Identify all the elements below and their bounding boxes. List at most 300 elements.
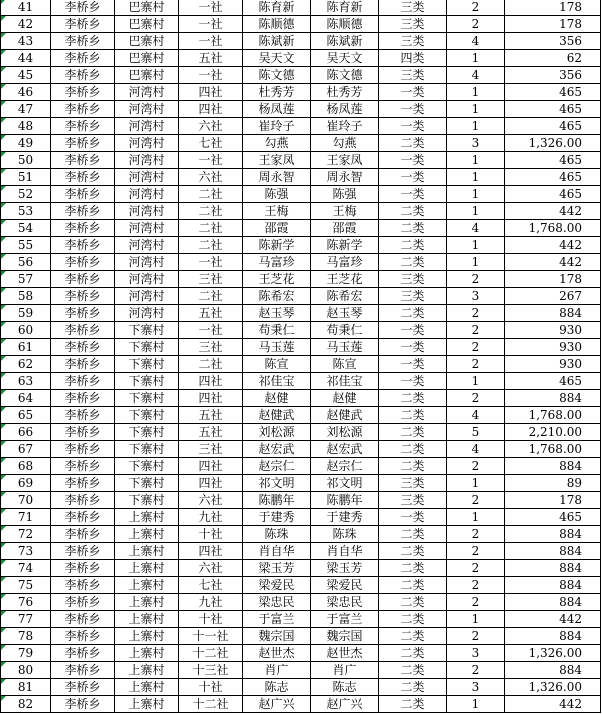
village-cell[interactable]: 河湾村 bbox=[115, 84, 179, 101]
township-cell[interactable]: 李桥乡 bbox=[51, 424, 115, 441]
applicant-cell[interactable]: 勾燕 bbox=[243, 135, 311, 152]
table-row[interactable] bbox=[1, 271, 601, 288]
group-cell[interactable]: 一社 bbox=[179, 67, 243, 84]
group-cell[interactable]: 一社 bbox=[179, 322, 243, 339]
amount-cell[interactable]: 465 bbox=[505, 169, 601, 186]
recipient-cell[interactable]: 肖自华 bbox=[311, 543, 379, 560]
row-number-cell[interactable]: 78 bbox=[1, 628, 51, 645]
row-number-cell[interactable]: 76 bbox=[1, 594, 51, 611]
amount-cell[interactable]: 884 bbox=[505, 560, 601, 577]
table-row[interactable] bbox=[1, 254, 601, 271]
group-cell[interactable]: 二社 bbox=[179, 356, 243, 373]
applicant-cell[interactable]: 崔玲子 bbox=[243, 118, 311, 135]
village-cell[interactable]: 上寨村 bbox=[115, 543, 179, 560]
village-cell[interactable]: 下寨村 bbox=[115, 322, 179, 339]
applicant-cell[interactable]: 陈育新 bbox=[243, 0, 311, 16]
recipient-cell[interactable]: 于富兰 bbox=[311, 611, 379, 628]
group-cell[interactable]: 四社 bbox=[179, 475, 243, 492]
category-cell[interactable]: 一类 bbox=[379, 186, 447, 203]
table-row[interactable] bbox=[1, 594, 601, 611]
applicant-cell[interactable]: 杜秀芳 bbox=[243, 84, 311, 101]
household-size-cell[interactable]: 2 bbox=[447, 339, 505, 356]
recipient-cell[interactable]: 肖广 bbox=[311, 662, 379, 679]
applicant-cell[interactable]: 赵宏武 bbox=[243, 441, 311, 458]
household-size-cell[interactable]: 2 bbox=[447, 594, 505, 611]
amount-cell[interactable]: 2,210.00 bbox=[505, 424, 601, 441]
applicant-cell[interactable]: 陈顺德 bbox=[243, 16, 311, 33]
amount-cell[interactable]: 884 bbox=[505, 305, 601, 322]
household-size-cell[interactable]: 1 bbox=[447, 101, 505, 118]
township-cell[interactable]: 李桥乡 bbox=[51, 560, 115, 577]
recipient-cell[interactable]: 崔玲子 bbox=[311, 118, 379, 135]
category-cell[interactable]: 二类 bbox=[379, 543, 447, 560]
village-cell[interactable]: 上寨村 bbox=[115, 662, 179, 679]
village-cell[interactable]: 下寨村 bbox=[115, 441, 179, 458]
household-size-cell[interactable]: 2 bbox=[447, 322, 505, 339]
group-cell[interactable]: 十二社 bbox=[179, 645, 243, 662]
category-cell[interactable]: 二类 bbox=[379, 662, 447, 679]
household-size-cell[interactable]: 1 bbox=[447, 373, 505, 390]
household-size-cell[interactable]: 4 bbox=[447, 220, 505, 237]
recipient-cell[interactable]: 陈强 bbox=[311, 186, 379, 203]
township-cell[interactable]: 李桥乡 bbox=[51, 16, 115, 33]
table-row[interactable] bbox=[1, 662, 601, 679]
row-number-cell[interactable]: 50 bbox=[1, 152, 51, 169]
group-cell[interactable]: 四社 bbox=[179, 373, 243, 390]
recipient-cell[interactable]: 陈新学 bbox=[311, 237, 379, 254]
village-cell[interactable]: 河湾村 bbox=[115, 135, 179, 152]
category-cell[interactable]: 一类 bbox=[379, 356, 447, 373]
amount-cell[interactable]: 1,326.00 bbox=[505, 679, 601, 696]
village-cell[interactable]: 上寨村 bbox=[115, 594, 179, 611]
table-row[interactable] bbox=[1, 152, 601, 169]
applicant-cell[interactable]: 周永智 bbox=[243, 169, 311, 186]
recipient-cell[interactable]: 赵广兴 bbox=[311, 696, 379, 713]
category-cell[interactable]: 一类 bbox=[379, 118, 447, 135]
row-number-cell[interactable]: 74 bbox=[1, 560, 51, 577]
applicant-cell[interactable]: 梁忠民 bbox=[243, 594, 311, 611]
recipient-cell[interactable]: 苟秉仁 bbox=[311, 322, 379, 339]
recipient-cell[interactable]: 陈顺德 bbox=[311, 16, 379, 33]
recipient-cell[interactable]: 祁文明 bbox=[311, 475, 379, 492]
applicant-cell[interactable]: 吴天文 bbox=[243, 50, 311, 67]
table-row[interactable] bbox=[1, 50, 601, 67]
household-size-cell[interactable]: 2 bbox=[447, 16, 505, 33]
category-cell[interactable]: 二类 bbox=[379, 696, 447, 713]
household-size-cell[interactable]: 1 bbox=[447, 203, 505, 220]
household-size-cell[interactable]: 4 bbox=[447, 33, 505, 50]
village-cell[interactable]: 河湾村 bbox=[115, 101, 179, 118]
recipient-cell[interactable]: 赵宏武 bbox=[311, 441, 379, 458]
amount-cell[interactable]: 178 bbox=[505, 0, 601, 16]
recipient-cell[interactable]: 赵健 bbox=[311, 390, 379, 407]
row-number-cell[interactable]: 49 bbox=[1, 135, 51, 152]
table-row[interactable] bbox=[1, 373, 601, 390]
household-size-cell[interactable]: 2 bbox=[447, 662, 505, 679]
village-cell[interactable]: 河湾村 bbox=[115, 305, 179, 322]
row-number-cell[interactable]: 65 bbox=[1, 407, 51, 424]
group-cell[interactable]: 五社 bbox=[179, 407, 243, 424]
amount-cell[interactable]: 465 bbox=[505, 84, 601, 101]
recipient-cell[interactable]: 祁佳宝 bbox=[311, 373, 379, 390]
household-size-cell[interactable]: 1 bbox=[447, 118, 505, 135]
group-cell[interactable]: 六社 bbox=[179, 118, 243, 135]
table-row[interactable] bbox=[1, 526, 601, 543]
township-cell[interactable]: 李桥乡 bbox=[51, 645, 115, 662]
row-number-cell[interactable]: 57 bbox=[1, 271, 51, 288]
table-row[interactable] bbox=[1, 628, 601, 645]
amount-cell[interactable]: 465 bbox=[505, 509, 601, 526]
applicant-cell[interactable]: 刘松源 bbox=[243, 424, 311, 441]
category-cell[interactable]: 二类 bbox=[379, 305, 447, 322]
amount-cell[interactable]: 884 bbox=[505, 662, 601, 679]
township-cell[interactable]: 李桥乡 bbox=[51, 492, 115, 509]
household-size-cell[interactable]: 1 bbox=[447, 509, 505, 526]
household-size-cell[interactable]: 1 bbox=[447, 169, 505, 186]
row-number-cell[interactable]: 48 bbox=[1, 118, 51, 135]
category-cell[interactable]: 二类 bbox=[379, 611, 447, 628]
category-cell[interactable]: 一类 bbox=[379, 509, 447, 526]
village-cell[interactable]: 河湾村 bbox=[115, 186, 179, 203]
category-cell[interactable]: 二类 bbox=[379, 526, 447, 543]
group-cell[interactable]: 二社 bbox=[179, 203, 243, 220]
category-cell[interactable]: 一类 bbox=[379, 339, 447, 356]
applicant-cell[interactable]: 马玉莲 bbox=[243, 339, 311, 356]
category-cell[interactable]: 二类 bbox=[379, 560, 447, 577]
group-cell[interactable]: 四社 bbox=[179, 543, 243, 560]
amount-cell[interactable]: 442 bbox=[505, 254, 601, 271]
table-row[interactable] bbox=[1, 339, 601, 356]
township-cell[interactable]: 李桥乡 bbox=[51, 662, 115, 679]
table-row[interactable] bbox=[1, 611, 601, 628]
table-row[interactable] bbox=[1, 543, 601, 560]
group-cell[interactable]: 四社 bbox=[179, 84, 243, 101]
row-number-cell[interactable]: 61 bbox=[1, 339, 51, 356]
applicant-cell[interactable]: 陈宣 bbox=[243, 356, 311, 373]
amount-cell[interactable]: 884 bbox=[505, 577, 601, 594]
applicant-cell[interactable]: 梁玉芳 bbox=[243, 560, 311, 577]
category-cell[interactable]: 三类 bbox=[379, 33, 447, 50]
amount-cell[interactable]: 89 bbox=[505, 475, 601, 492]
village-cell[interactable]: 下寨村 bbox=[115, 492, 179, 509]
table-row[interactable] bbox=[1, 33, 601, 50]
household-size-cell[interactable]: 2 bbox=[447, 458, 505, 475]
applicant-cell[interactable]: 赵世杰 bbox=[243, 645, 311, 662]
household-size-cell[interactable]: 3 bbox=[447, 288, 505, 305]
household-size-cell[interactable]: 1 bbox=[447, 475, 505, 492]
amount-cell[interactable]: 884 bbox=[505, 594, 601, 611]
amount-cell[interactable]: 356 bbox=[505, 33, 601, 50]
group-cell[interactable]: 三社 bbox=[179, 271, 243, 288]
category-cell[interactable]: 二类 bbox=[379, 424, 447, 441]
household-size-cell[interactable]: 1 bbox=[447, 254, 505, 271]
table-row[interactable] bbox=[1, 356, 601, 373]
township-cell[interactable]: 李桥乡 bbox=[51, 67, 115, 84]
village-cell[interactable]: 河湾村 bbox=[115, 169, 179, 186]
table-row[interactable] bbox=[1, 577, 601, 594]
township-cell[interactable]: 李桥乡 bbox=[51, 373, 115, 390]
row-number-cell[interactable]: 55 bbox=[1, 237, 51, 254]
village-cell[interactable]: 上寨村 bbox=[115, 645, 179, 662]
category-cell[interactable]: 三类 bbox=[379, 492, 447, 509]
applicant-cell[interactable]: 陈文德 bbox=[243, 67, 311, 84]
applicant-cell[interactable]: 王芝花 bbox=[243, 271, 311, 288]
applicant-cell[interactable]: 陈强 bbox=[243, 186, 311, 203]
recipient-cell[interactable]: 赵世杰 bbox=[311, 645, 379, 662]
applicant-cell[interactable]: 陈珠 bbox=[243, 526, 311, 543]
row-number-cell[interactable]: 45 bbox=[1, 67, 51, 84]
township-cell[interactable]: 李桥乡 bbox=[51, 135, 115, 152]
township-cell[interactable]: 李桥乡 bbox=[51, 84, 115, 101]
category-cell[interactable]: 二类 bbox=[379, 237, 447, 254]
group-cell[interactable]: 二社 bbox=[179, 237, 243, 254]
table-row[interactable] bbox=[1, 390, 601, 407]
category-cell[interactable]: 二类 bbox=[379, 407, 447, 424]
category-cell[interactable]: 二类 bbox=[379, 458, 447, 475]
recipient-cell[interactable]: 陈斌新 bbox=[311, 33, 379, 50]
recipient-cell[interactable]: 勾燕 bbox=[311, 135, 379, 152]
village-cell[interactable]: 巴寨村 bbox=[115, 0, 179, 16]
row-number-cell[interactable]: 67 bbox=[1, 441, 51, 458]
table-row[interactable] bbox=[1, 169, 601, 186]
township-cell[interactable]: 李桥乡 bbox=[51, 237, 115, 254]
amount-cell[interactable]: 1,326.00 bbox=[505, 135, 601, 152]
amount-cell[interactable]: 465 bbox=[505, 152, 601, 169]
category-cell[interactable]: 二类 bbox=[379, 628, 447, 645]
village-cell[interactable]: 上寨村 bbox=[115, 679, 179, 696]
amount-cell[interactable]: 442 bbox=[505, 611, 601, 628]
township-cell[interactable]: 李桥乡 bbox=[51, 288, 115, 305]
township-cell[interactable]: 李桥乡 bbox=[51, 254, 115, 271]
township-cell[interactable]: 李桥乡 bbox=[51, 577, 115, 594]
township-cell[interactable]: 李桥乡 bbox=[51, 611, 115, 628]
township-cell[interactable]: 李桥乡 bbox=[51, 186, 115, 203]
group-cell[interactable]: 三社 bbox=[179, 339, 243, 356]
category-cell[interactable]: 二类 bbox=[379, 135, 447, 152]
township-cell[interactable]: 李桥乡 bbox=[51, 271, 115, 288]
table-row[interactable] bbox=[1, 560, 601, 577]
amount-cell[interactable]: 1,768.00 bbox=[505, 220, 601, 237]
category-cell[interactable]: 三类 bbox=[379, 475, 447, 492]
recipient-cell[interactable]: 王芝花 bbox=[311, 271, 379, 288]
amount-cell[interactable]: 442 bbox=[505, 203, 601, 220]
table-row[interactable] bbox=[1, 475, 601, 492]
household-size-cell[interactable]: 2 bbox=[447, 628, 505, 645]
applicant-cell[interactable]: 赵玉琴 bbox=[243, 305, 311, 322]
village-cell[interactable]: 河湾村 bbox=[115, 152, 179, 169]
household-size-cell[interactable]: 2 bbox=[447, 305, 505, 322]
township-cell[interactable]: 李桥乡 bbox=[51, 169, 115, 186]
row-number-cell[interactable]: 80 bbox=[1, 662, 51, 679]
village-cell[interactable]: 上寨村 bbox=[115, 611, 179, 628]
group-cell[interactable]: 二社 bbox=[179, 288, 243, 305]
table-row[interactable] bbox=[1, 237, 601, 254]
row-number-cell[interactable]: 69 bbox=[1, 475, 51, 492]
recipient-cell[interactable]: 梁玉芳 bbox=[311, 560, 379, 577]
group-cell[interactable]: 六社 bbox=[179, 560, 243, 577]
applicant-cell[interactable]: 王梅 bbox=[243, 203, 311, 220]
table-row[interactable] bbox=[1, 509, 601, 526]
table-row[interactable] bbox=[1, 679, 601, 696]
row-number-cell[interactable]: 75 bbox=[1, 577, 51, 594]
village-cell[interactable]: 河湾村 bbox=[115, 237, 179, 254]
village-cell[interactable]: 上寨村 bbox=[115, 696, 179, 713]
household-size-cell[interactable]: 1 bbox=[447, 696, 505, 713]
table-row[interactable] bbox=[1, 288, 601, 305]
amount-cell[interactable]: 1,768.00 bbox=[505, 441, 601, 458]
row-number-cell[interactable]: 41 bbox=[1, 0, 51, 16]
household-size-cell[interactable]: 4 bbox=[447, 441, 505, 458]
recipient-cell[interactable]: 周永智 bbox=[311, 169, 379, 186]
township-cell[interactable]: 李桥乡 bbox=[51, 339, 115, 356]
table-row[interactable] bbox=[1, 67, 601, 84]
category-cell[interactable]: 三类 bbox=[379, 67, 447, 84]
household-size-cell[interactable]: 3 bbox=[447, 645, 505, 662]
household-size-cell[interactable]: 3 bbox=[447, 679, 505, 696]
village-cell[interactable]: 下寨村 bbox=[115, 373, 179, 390]
row-number-cell[interactable]: 58 bbox=[1, 288, 51, 305]
amount-cell[interactable]: 178 bbox=[505, 16, 601, 33]
group-cell[interactable]: 四社 bbox=[179, 458, 243, 475]
applicant-cell[interactable]: 赵健武 bbox=[243, 407, 311, 424]
category-cell[interactable]: 二类 bbox=[379, 594, 447, 611]
group-cell[interactable]: 六社 bbox=[179, 492, 243, 509]
township-cell[interactable]: 李桥乡 bbox=[51, 118, 115, 135]
row-number-cell[interactable]: 72 bbox=[1, 526, 51, 543]
table-row[interactable] bbox=[1, 458, 601, 475]
household-size-cell[interactable]: 5 bbox=[447, 424, 505, 441]
village-cell[interactable]: 下寨村 bbox=[115, 390, 179, 407]
applicant-cell[interactable]: 魏宗国 bbox=[243, 628, 311, 645]
amount-cell[interactable]: 356 bbox=[505, 67, 601, 84]
row-number-cell[interactable]: 64 bbox=[1, 390, 51, 407]
category-cell[interactable]: 一类 bbox=[379, 84, 447, 101]
township-cell[interactable]: 李桥乡 bbox=[51, 390, 115, 407]
township-cell[interactable]: 李桥乡 bbox=[51, 322, 115, 339]
row-number-cell[interactable]: 53 bbox=[1, 203, 51, 220]
group-cell[interactable]: 十社 bbox=[179, 526, 243, 543]
township-cell[interactable]: 李桥乡 bbox=[51, 509, 115, 526]
township-cell[interactable]: 李桥乡 bbox=[51, 594, 115, 611]
applicant-cell[interactable]: 王家凤 bbox=[243, 152, 311, 169]
row-number-cell[interactable]: 59 bbox=[1, 305, 51, 322]
group-cell[interactable]: 五社 bbox=[179, 305, 243, 322]
township-cell[interactable]: 李桥乡 bbox=[51, 50, 115, 67]
recipient-cell[interactable]: 杜秀芳 bbox=[311, 84, 379, 101]
village-cell[interactable]: 下寨村 bbox=[115, 424, 179, 441]
table-row[interactable] bbox=[1, 305, 601, 322]
amount-cell[interactable]: 465 bbox=[505, 101, 601, 118]
household-size-cell[interactable]: 3 bbox=[447, 135, 505, 152]
household-size-cell[interactable]: 1 bbox=[447, 237, 505, 254]
recipient-cell[interactable]: 刘松源 bbox=[311, 424, 379, 441]
category-cell[interactable]: 一类 bbox=[379, 101, 447, 118]
group-cell[interactable]: 五社 bbox=[179, 50, 243, 67]
village-cell[interactable]: 巴寨村 bbox=[115, 50, 179, 67]
row-number-cell[interactable]: 52 bbox=[1, 186, 51, 203]
row-number-cell[interactable]: 81 bbox=[1, 679, 51, 696]
group-cell[interactable]: 三社 bbox=[179, 441, 243, 458]
recipient-cell[interactable]: 陈宣 bbox=[311, 356, 379, 373]
amount-cell[interactable]: 465 bbox=[505, 186, 601, 203]
recipient-cell[interactable]: 吴天文 bbox=[311, 50, 379, 67]
recipient-cell[interactable]: 马富珍 bbox=[311, 254, 379, 271]
applicant-cell[interactable]: 陈希宏 bbox=[243, 288, 311, 305]
group-cell[interactable]: 七社 bbox=[179, 135, 243, 152]
village-cell[interactable]: 巴寨村 bbox=[115, 16, 179, 33]
township-cell[interactable]: 李桥乡 bbox=[51, 441, 115, 458]
applicant-cell[interactable]: 赵广兴 bbox=[243, 696, 311, 713]
recipient-cell[interactable]: 赵健武 bbox=[311, 407, 379, 424]
group-cell[interactable]: 一社 bbox=[179, 254, 243, 271]
amount-cell[interactable]: 930 bbox=[505, 356, 601, 373]
village-cell[interactable]: 巴寨村 bbox=[115, 33, 179, 50]
row-number-cell[interactable]: 54 bbox=[1, 220, 51, 237]
row-number-cell[interactable]: 46 bbox=[1, 84, 51, 101]
recipient-cell[interactable]: 赵玉琴 bbox=[311, 305, 379, 322]
category-cell[interactable]: 一类 bbox=[379, 373, 447, 390]
applicant-cell[interactable]: 赵健 bbox=[243, 390, 311, 407]
row-number-cell[interactable]: 82 bbox=[1, 696, 51, 713]
row-number-cell[interactable]: 77 bbox=[1, 611, 51, 628]
table-row[interactable] bbox=[1, 186, 601, 203]
table-row[interactable] bbox=[1, 118, 601, 135]
amount-cell[interactable]: 884 bbox=[505, 543, 601, 560]
village-cell[interactable]: 河湾村 bbox=[115, 288, 179, 305]
applicant-cell[interactable]: 陈斌新 bbox=[243, 33, 311, 50]
row-number-cell[interactable]: 70 bbox=[1, 492, 51, 509]
amount-cell[interactable]: 178 bbox=[505, 492, 601, 509]
group-cell[interactable]: 十二社 bbox=[179, 696, 243, 713]
applicant-cell[interactable]: 于富兰 bbox=[243, 611, 311, 628]
row-number-cell[interactable]: 56 bbox=[1, 254, 51, 271]
table-row[interactable] bbox=[1, 424, 601, 441]
recipient-cell[interactable]: 陈文德 bbox=[311, 67, 379, 84]
recipient-cell[interactable]: 梁忠民 bbox=[311, 594, 379, 611]
amount-cell[interactable]: 884 bbox=[505, 390, 601, 407]
row-number-cell[interactable]: 73 bbox=[1, 543, 51, 560]
group-cell[interactable]: 十一社 bbox=[179, 628, 243, 645]
amount-cell[interactable]: 267 bbox=[505, 288, 601, 305]
household-size-cell[interactable]: 1 bbox=[447, 50, 505, 67]
recipient-cell[interactable]: 王梅 bbox=[311, 203, 379, 220]
household-size-cell[interactable]: 2 bbox=[447, 492, 505, 509]
group-cell[interactable]: 十三社 bbox=[179, 662, 243, 679]
table-row[interactable] bbox=[1, 16, 601, 33]
category-cell[interactable]: 二类 bbox=[379, 203, 447, 220]
village-cell[interactable]: 下寨村 bbox=[115, 339, 179, 356]
amount-cell[interactable]: 884 bbox=[505, 526, 601, 543]
household-size-cell[interactable]: 2 bbox=[447, 577, 505, 594]
group-cell[interactable]: 九社 bbox=[179, 509, 243, 526]
table-row[interactable] bbox=[1, 407, 601, 424]
township-cell[interactable]: 李桥乡 bbox=[51, 475, 115, 492]
recipient-cell[interactable]: 于建秀 bbox=[311, 509, 379, 526]
group-cell[interactable]: 一社 bbox=[179, 16, 243, 33]
household-size-cell[interactable]: 2 bbox=[447, 356, 505, 373]
table-row[interactable] bbox=[1, 101, 601, 118]
recipient-cell[interactable]: 邵霞 bbox=[311, 220, 379, 237]
row-number-cell[interactable]: 47 bbox=[1, 101, 51, 118]
row-number-cell[interactable]: 51 bbox=[1, 169, 51, 186]
applicant-cell[interactable]: 陈鹏年 bbox=[243, 492, 311, 509]
township-cell[interactable]: 李桥乡 bbox=[51, 458, 115, 475]
village-cell[interactable]: 下寨村 bbox=[115, 475, 179, 492]
township-cell[interactable]: 李桥乡 bbox=[51, 220, 115, 237]
category-cell[interactable]: 三类 bbox=[379, 0, 447, 16]
amount-cell[interactable]: 465 bbox=[505, 373, 601, 390]
recipient-cell[interactable]: 陈希宏 bbox=[311, 288, 379, 305]
